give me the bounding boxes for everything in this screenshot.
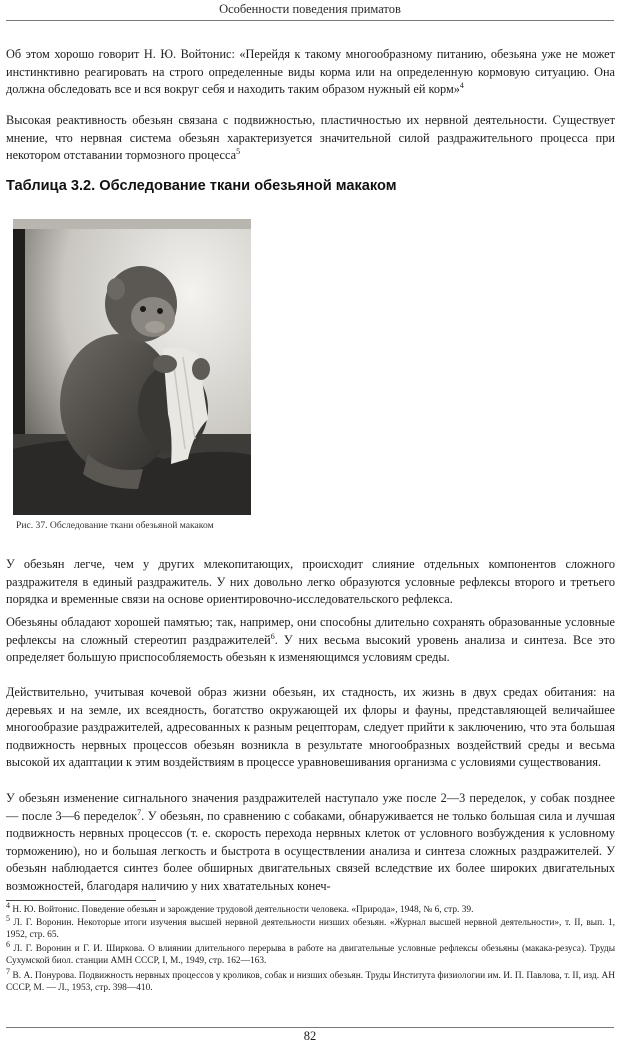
footer-rule <box>6 1027 614 1028</box>
paragraph-text: У обезьян изменение сигнального значения раздражителей наступало уже после 2—3 переделок, у собак позднее — после 3—6 переделок <box>6 791 615 823</box>
header-rule <box>6 20 614 21</box>
page-number: 82 <box>303 1029 317 1043</box>
table-caption: Таблица 3.2. Обследование ткани обезьяной макаком <box>6 178 397 194</box>
paragraph-text: Об этом хорошо говорит Н. Ю. Войтонис: «Перейдя к такому многообразному питанию, обезьяна уже не может инстинктивно реагировать на строго определенные виды корма или на определенную кормовую ситуацию. Она должна обследовать все и вся вокруг себя и находить таким образом нужный ей корм» <box>6 47 615 96</box>
paragraph-text: Высокая реактивность обезьян связана с подвижностью, пластичностью их нервной деятельности. Существует мнение, что нервная система обезьян характеризуется значительной силой раздражительного процесса при некотором отставании тормозного процесса <box>6 113 615 162</box>
macaque-photo-illustration <box>13 219 251 515</box>
footnote-text: Л. Г. Воронин. Некоторые итоги изучения высшей нервной деятельности низших обезьян. «Журнал высшей нервной деятельности», т. II, вып. 1, 1952, стр. 65. <box>6 918 615 941</box>
footnote-7 <box>6 966 616 994</box>
footnote-number: 7 <box>6 966 10 976</box>
paragraph-comparison <box>6 790 615 895</box>
paragraph-text: . У обезьян, по сравнению с собаками, обнаруживается не только большая сила и лучшая подвижность нервных процессов (т. е. скорость перехода нервных клеток от условного возбуждения к условному торможению), но и большая легкость и быстрота в осуществлении анализа и синтеза сложных раздражителей. У обезьян наблюдается синтез более обширных двигательных связей вследствие их более широких двигательных возможностей, благодаря наличию у них хватательных конеч- <box>6 808 615 893</box>
footnote-text: Н. Ю. Войтонис. Поведение обезьян и зарождение трудовой деятельности человека. «Природа», 1948, № 6, стр. 39. <box>12 905 474 915</box>
figure-caption: Рис. 37. Обследование ткани обезьяной макаком <box>16 520 214 531</box>
footnote-number: 4 <box>6 900 10 910</box>
footnote-ref: 6 <box>270 631 275 641</box>
footnote-text: Л. Г. Воронин и Г. И. Ширкова. О влиянии длительного перерыва в работе на двигательные условные рефлексы обезьяны (макака-резуса). Труды Сухумской биол. станции АМН СССР, I, М., 1949, стр. 162—163. <box>6 944 615 967</box>
footnote-ref: 5 <box>236 146 241 156</box>
figure-photo <box>13 219 251 515</box>
footnote-6 <box>6 939 615 967</box>
paragraph-reactivity <box>6 112 615 165</box>
paragraph-text: . У них весьма высокий уровень анализа и синтеза. Все это определяет большую приспособляемость обезьян к изменяющимся условиям среды. <box>6 632 615 664</box>
footnote-ref: 4 <box>459 80 464 90</box>
footnote-4 <box>6 900 615 916</box>
paragraph-text: Обезьяны обладают хорошей памятью; так, например, они способны длительно сохранять образованные условные рефлексы на сложный стереотип раздражителей <box>6 615 615 647</box>
paragraph-lifestyle: Действительно, учитывая кочевой образ жизни обезьян, их стадность, их жизнь в двух средах обитания: на деревьях и на земле, их всеядность, богатство окружающей их флоры и фауны, представляющей величайшее многообразие раздражителей, адресованных к разным рецепторам, следует прийти к заключению, что эта большая подвижность нервных процессов обезьян возникла в результате многообразных воздействий среды и весьма высокой их адаптации к этим воздействиям в процессе уравновешивания организма с условиями существования. <box>6 685 615 769</box>
footnote-number: 5 <box>6 913 10 923</box>
footnote-rule <box>6 900 156 901</box>
running-header: Особенности поведения приматов <box>219 2 401 16</box>
paragraph-quote <box>6 46 615 99</box>
footnote-text: В. А. Понурова. Подвижность нервных процессов у кроликов, собак и низших обезьян. Труды Института физиологии им. И. П. Павлова, т. II, изд. АН СССР, М. — Л., 1953, стр. 398—410. <box>6 971 616 994</box>
footnote-number: 6 <box>6 939 10 949</box>
paragraph-stimuli: У обезьян легче, чем у других млекопитающих, происходит слияние отдельных компонентов сложного раздражителя в единый раздражитель. У них довольно легко образуются условные рефлексы второго и третьего порядка и временные связи на основе ориентировочно-исследовательского рефлекса. <box>6 557 615 606</box>
footnote-ref: 7 <box>137 807 142 817</box>
footnote-5 <box>6 913 615 941</box>
paragraph-memory <box>6 614 615 667</box>
